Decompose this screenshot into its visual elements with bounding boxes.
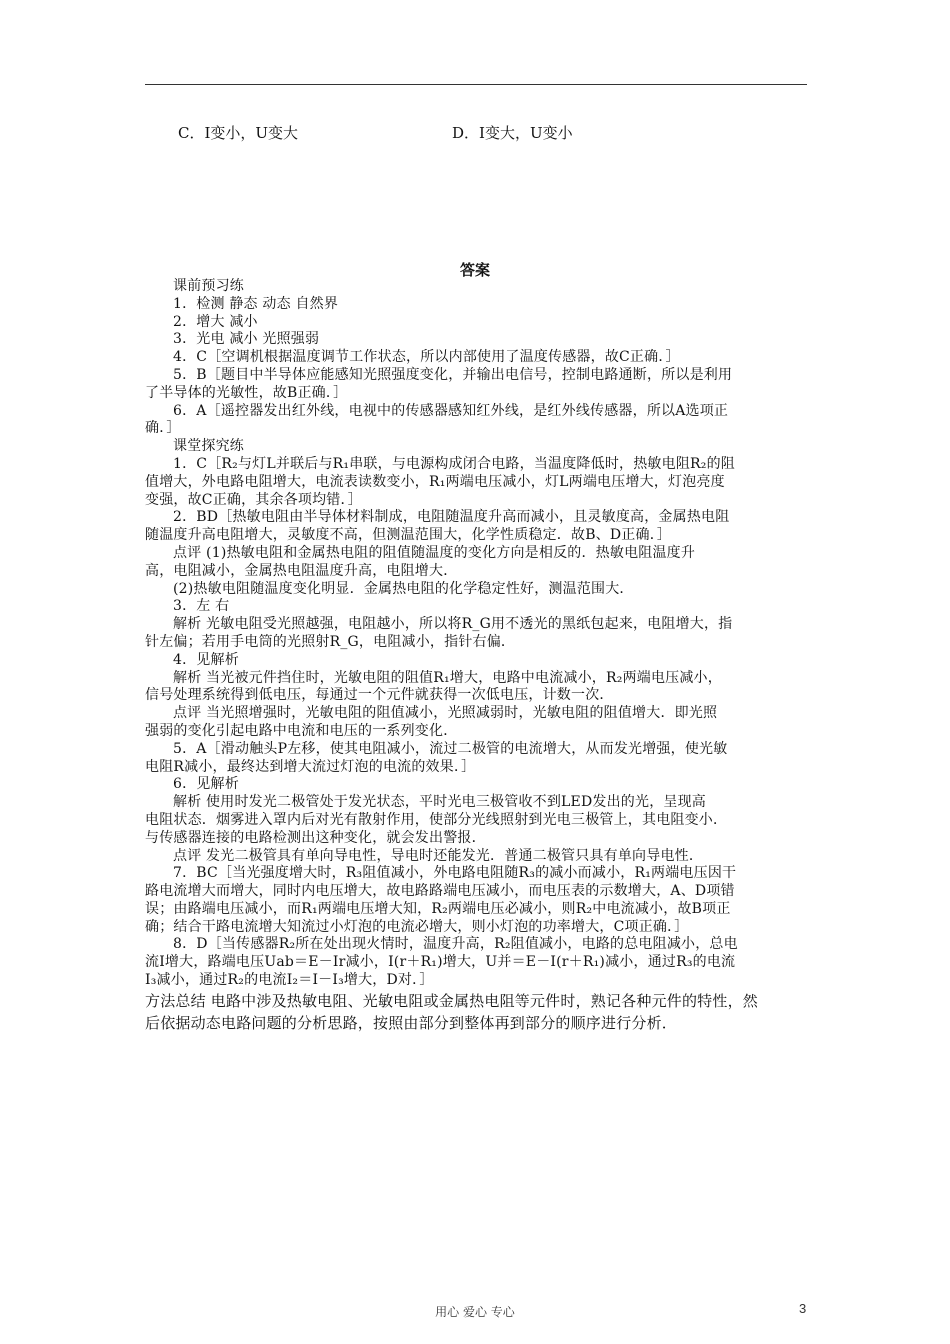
text-line: 点评 发光二极管具有单向导电性，导电时还能发光．普通二极管只具有单向导电性． — [173, 847, 704, 864]
text-line: 路电流增大而增大，同时内电压增大，故电路路端电压减小，而电压表的示数增大，A、D项错 — [145, 883, 735, 900]
text-line: 强弱的变化引起电路中电流和电压的一系列变化． — [145, 722, 458, 739]
text-line: 解析 当光被元件挡住时，光敏电阻的阻值R₁增大，电路中电流减小，R₂两端电压减小， — [173, 669, 722, 686]
option-c: C．I变小，U变大 — [178, 124, 299, 142]
text-line: 点评 (1)热敏电阻和金属热电阻的阻值随温度的变化方向是相反的．热敏电阻温度升 — [173, 544, 696, 561]
page-number: 3 — [799, 1301, 807, 1316]
text-line: 4．C［空调机根据温度调节工作状态，所以内部使用了温度传感器，故C正确．］ — [173, 349, 680, 366]
text-line: 2．BD［热敏电阻由半导体材料制成，电阻随温度升高而减小，且灵敏度高，金属热电阻 — [173, 509, 730, 526]
header-rule — [145, 84, 807, 85]
text-line: 值增大，外电路电阻增大，电流表读数变小，R₁两端电压减小，灯L两端电压增大，灯泡亮度 — [145, 473, 725, 490]
text-line: 电阻R减小，最终达到增大流过灯泡的电流的效果．］ — [145, 758, 476, 775]
text-line: I₃减小，通过R₂的电流I₂＝I－I₃增大，D对．］ — [145, 972, 434, 989]
text-line: 变强，故C正确，其余各项均错．］ — [145, 491, 362, 508]
text-line: 6．A［遥控器发出红外线，电视中的传感器感知红外线，是红外线传感器，所以A选项正 — [173, 402, 729, 419]
text-line: 1．C［R₂与灯L并联后与R₁串联，与电源构成闭合电路，当温度降低时，热敏电阻R₂的阻 — [173, 455, 735, 472]
text-line: 流I增大，路端电压Uab＝E－Ir减小，I(r＋R₁)增大，U并＝E－I(r＋R₁)减小，通过R₃的电流 — [145, 954, 736, 971]
text-line: 5．A［滑动触头P左移，使其电阻减小，流过二极管的电流增大，从而发光增强，使光敏 — [173, 740, 728, 757]
text-line: 2．增大 减小 — [173, 313, 258, 330]
option-d: D．I变大，U变小 — [452, 124, 573, 142]
text-line: 3．左 右 — [173, 598, 230, 615]
text-line: 方法总结 电路中涉及热敏电阻、光敏电阻或金属热电阻等元件时，熟记各种元件的特性，然 — [145, 991, 758, 1010]
text-line: 随温度升高电阻增大，灵敏度不高，但测温范围大，化学性质稳定．故B、D正确．］ — [145, 527, 672, 544]
text-line: 解析 光敏电阻受光照越强，电阻越小，所以将R_G用不透光的黑纸包起来，电阻增大，指 — [173, 616, 733, 633]
text-line: 6．见解析 — [173, 776, 239, 793]
text-line: 高，电阻减小，金属热电阻温度升高，电阻增大． — [145, 562, 458, 579]
text-line: 确．］ — [145, 420, 181, 437]
answer-body — [145, 278, 807, 1034]
text-line: 针左偏；若用手电筒的光照射R_G，电阻减小，指针右偏． — [145, 633, 516, 650]
answer-title: 答案 — [459, 261, 490, 279]
text-line: 点评 当光照增强时，光敏电阻的阻值减小，光照减弱时，光敏电阻的阻值增大．即光照 — [173, 705, 718, 722]
text-line: 与传感器连接的电路检测出这种变化，就会发出警报． — [145, 829, 486, 846]
text-line: 了半导体的光敏性，故B正确．］ — [145, 384, 348, 401]
text-line: 课前预习练 — [173, 278, 244, 294]
text-line: 5．B［题目中半导体应能感知光照强度变化，并输出电信号，控制电路通断，所以是利用 — [173, 366, 733, 383]
text-line: 信号处理系统得到低电压，每通过一个元件就获得一次低电压，计数一次． — [145, 687, 614, 704]
text-line: 1．检测 静态 动态 自然界 — [173, 295, 339, 312]
text-line: 4．见解析 — [173, 651, 239, 668]
text-line: 3．光电 减小 光照强弱 — [173, 331, 320, 348]
text-line: 确；结合干路电流增大知流过小灯泡的电流必增大，则小灯泡的功率增大，C项正确．］ — [145, 918, 689, 935]
text-line: 解析 使用时发光二极管处于发光状态，平时光电三极管收不到LED发出的光，呈现高 — [173, 794, 706, 811]
text-line: 电阻状态．烟雾进入罩内后对光有散射作用，使部分光线照射到光电三极管上，其电阻变小． — [145, 811, 728, 828]
page-footer: 用心 爱心 专心 — [435, 1305, 515, 1319]
text-line: 8．D［当传感器R₂所在处出现火情时，温度升高，R₂阻值减小，电路的总电阻减小，总电 — [173, 936, 738, 953]
text-line: 7．BC［当光强度增大时，R₃阻值减小，外电路电阻随R₃的减小而减小，R₁两端电压因干 — [173, 865, 737, 882]
text-line: 课堂探究练 — [173, 438, 244, 455]
text-line: (2)热敏电阻随温度变化明显．金属热电阻的化学稳定性好，测温范围大． — [173, 580, 634, 597]
text-line: 误；由路端电压减小，而R₁两端电压增大知，R₂两端电压必减小，则R₂中电流减小，故B项正 — [145, 900, 731, 917]
text-line: 后依据动态电路问题的分析思路，按照由部分到整体再到部分的顺序进行分析． — [145, 1013, 678, 1032]
